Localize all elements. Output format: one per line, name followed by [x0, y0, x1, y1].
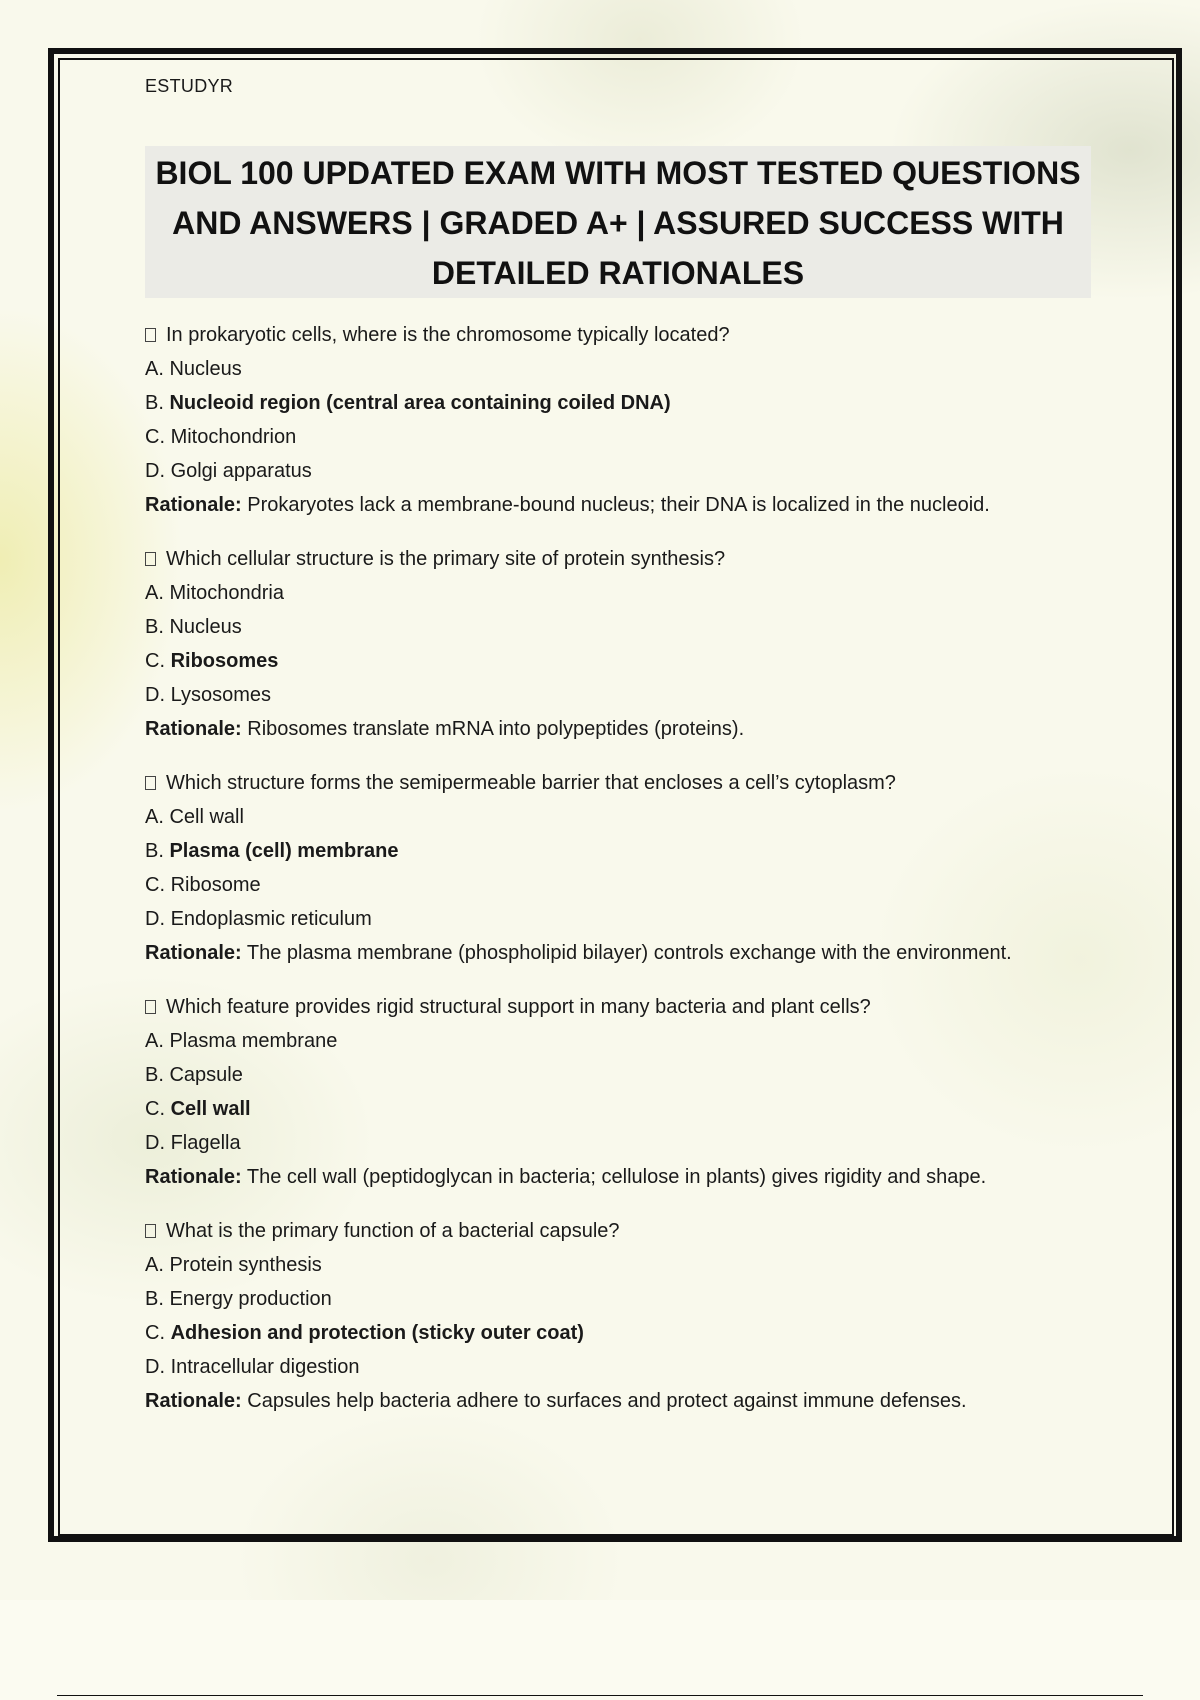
option-letter: A. — [145, 1254, 164, 1276]
answer-option — [145, 420, 1095, 454]
question-line — [145, 542, 1095, 576]
option-text: Nucleoid region (central area containing coiled DNA) — [169, 392, 671, 414]
question-text: In prokaryotic cells, where is the chromosome typically located? — [166, 324, 730, 346]
question-line — [145, 990, 1095, 1024]
option-text: Adhesion and protection (sticky outer coat) — [170, 1322, 584, 1344]
rationale-label: Rationale: — [145, 1166, 242, 1188]
option-text: Nucleus — [169, 358, 242, 380]
rationale — [145, 1384, 1095, 1418]
question-block — [145, 1214, 1095, 1418]
option-letter: A. — [145, 806, 164, 828]
missing-glyph-box-icon — [145, 552, 156, 566]
missing-glyph-box-icon — [145, 1000, 156, 1014]
rationale — [145, 712, 1095, 746]
title-line: DETAILED RATIONALES — [431, 255, 805, 291]
option-text: Lysosomes — [170, 684, 271, 706]
answer-option — [145, 1058, 1095, 1092]
question-text: Which structure forms the semipermeable barrier that encloses a cell’s cytoplasm? — [166, 772, 896, 794]
answer-option — [145, 454, 1095, 488]
option-text: Flagella — [170, 1132, 241, 1154]
answer-option-correct — [145, 386, 1095, 420]
option-text: Plasma (cell) membrane — [169, 840, 399, 862]
answer-option — [145, 610, 1095, 644]
option-letter: B. — [145, 1288, 164, 1310]
answer-option — [145, 352, 1095, 386]
rationale-text: Capsules help bacteria adhere to surfaces and protect against immune defenses. — [247, 1390, 967, 1412]
option-letter: C. — [145, 426, 165, 448]
answer-option-correct — [145, 644, 1095, 678]
answer-option — [145, 800, 1095, 834]
option-text: Golgi apparatus — [170, 460, 312, 482]
option-letter: C. — [145, 650, 165, 672]
answer-option — [145, 868, 1095, 902]
option-letter: D. — [145, 1132, 165, 1154]
question-text: Which feature provides rigid structural support in many bacteria and plant cells? — [166, 996, 871, 1018]
missing-glyph-box-icon — [145, 328, 156, 342]
answer-option — [145, 678, 1095, 712]
answer-option-correct — [145, 1092, 1095, 1126]
question-block — [145, 990, 1095, 1194]
option-text: Nucleus — [169, 616, 242, 638]
option-letter: C. — [145, 1098, 165, 1120]
rationale-text: Prokaryotes lack a membrane-bound nucleus; their DNA is localized in the nucleoid. — [247, 494, 990, 516]
question-block — [145, 318, 1095, 522]
option-letter: D. — [145, 908, 165, 930]
question-text: What is the primary function of a bacterial capsule? — [166, 1220, 620, 1242]
missing-glyph-box-icon — [145, 776, 156, 790]
option-text: Cell wall — [169, 806, 244, 828]
option-letter: D. — [145, 684, 165, 706]
answer-option — [145, 1350, 1095, 1384]
rationale-label: Rationale: — [145, 494, 242, 516]
question-text: Which cellular structure is the primary site of protein synthesis? — [166, 548, 726, 570]
option-text: Plasma membrane — [169, 1030, 338, 1052]
option-letter: B. — [145, 1064, 164, 1086]
footer-rule — [57, 1695, 1143, 1696]
question-block — [145, 766, 1095, 970]
question-block — [145, 542, 1095, 746]
title-line: AND ANSWERS | GRADED A+ | ASSURED SUCCESS WITH — [172, 205, 1064, 241]
option-letter: C. — [145, 1322, 165, 1344]
question-line — [145, 318, 1095, 352]
option-text: Intracellular digestion — [170, 1356, 360, 1378]
option-letter: C. — [145, 874, 165, 896]
missing-glyph-box-icon — [145, 1224, 156, 1238]
option-text: Endoplasmic reticulum — [170, 908, 372, 930]
question-line — [145, 1214, 1095, 1248]
rationale — [145, 488, 1095, 522]
answer-option — [145, 902, 1095, 936]
option-letter: A. — [145, 582, 164, 604]
rationale-label: Rationale: — [145, 942, 242, 964]
answer-option — [145, 1248, 1095, 1282]
rationale-text: The cell wall (peptidoglycan in bacteria; cellulose in plants) gives rigidity and shape. — [246, 1166, 987, 1188]
rationale-text: Ribosomes translate mRNA into polypeptides (proteins). — [247, 718, 745, 740]
option-letter: B. — [145, 840, 164, 862]
option-letter: A. — [145, 358, 164, 380]
option-text: Cell wall — [170, 1098, 251, 1120]
document-title — [145, 146, 1091, 298]
rationale-label: Rationale: — [145, 718, 242, 740]
option-text: Ribosome — [170, 874, 261, 896]
brand-header: ESTUDYR — [145, 76, 234, 96]
option-text: Energy production — [169, 1288, 332, 1310]
option-letter: D. — [145, 1356, 165, 1378]
rationale-text: The plasma membrane (phospholipid bilayer) controls exchange with the environment. — [246, 942, 1012, 964]
question-list — [145, 318, 1095, 1438]
rationale-label: Rationale: — [145, 1390, 242, 1412]
question-line — [145, 766, 1095, 800]
answer-option — [145, 1024, 1095, 1058]
option-letter: D. — [145, 460, 165, 482]
rationale — [145, 936, 1095, 970]
option-letter: A. — [145, 1030, 164, 1052]
option-letter: B. — [145, 392, 164, 414]
answer-option-correct — [145, 1316, 1095, 1350]
option-letter: B. — [145, 616, 164, 638]
option-text: Ribosomes — [170, 650, 279, 672]
answer-option — [145, 576, 1095, 610]
title-line: BIOL 100 UPDATED EXAM WITH MOST TESTED QUESTIONS — [155, 155, 1081, 191]
answer-option — [145, 1282, 1095, 1316]
option-text: Protein synthesis — [169, 1254, 322, 1276]
answer-option-correct — [145, 834, 1095, 868]
option-text: Mitochondria — [169, 582, 284, 604]
option-text: Capsule — [169, 1064, 243, 1086]
rationale — [145, 1160, 1095, 1194]
answer-option — [145, 1126, 1095, 1160]
option-text: Mitochondrion — [170, 426, 297, 448]
